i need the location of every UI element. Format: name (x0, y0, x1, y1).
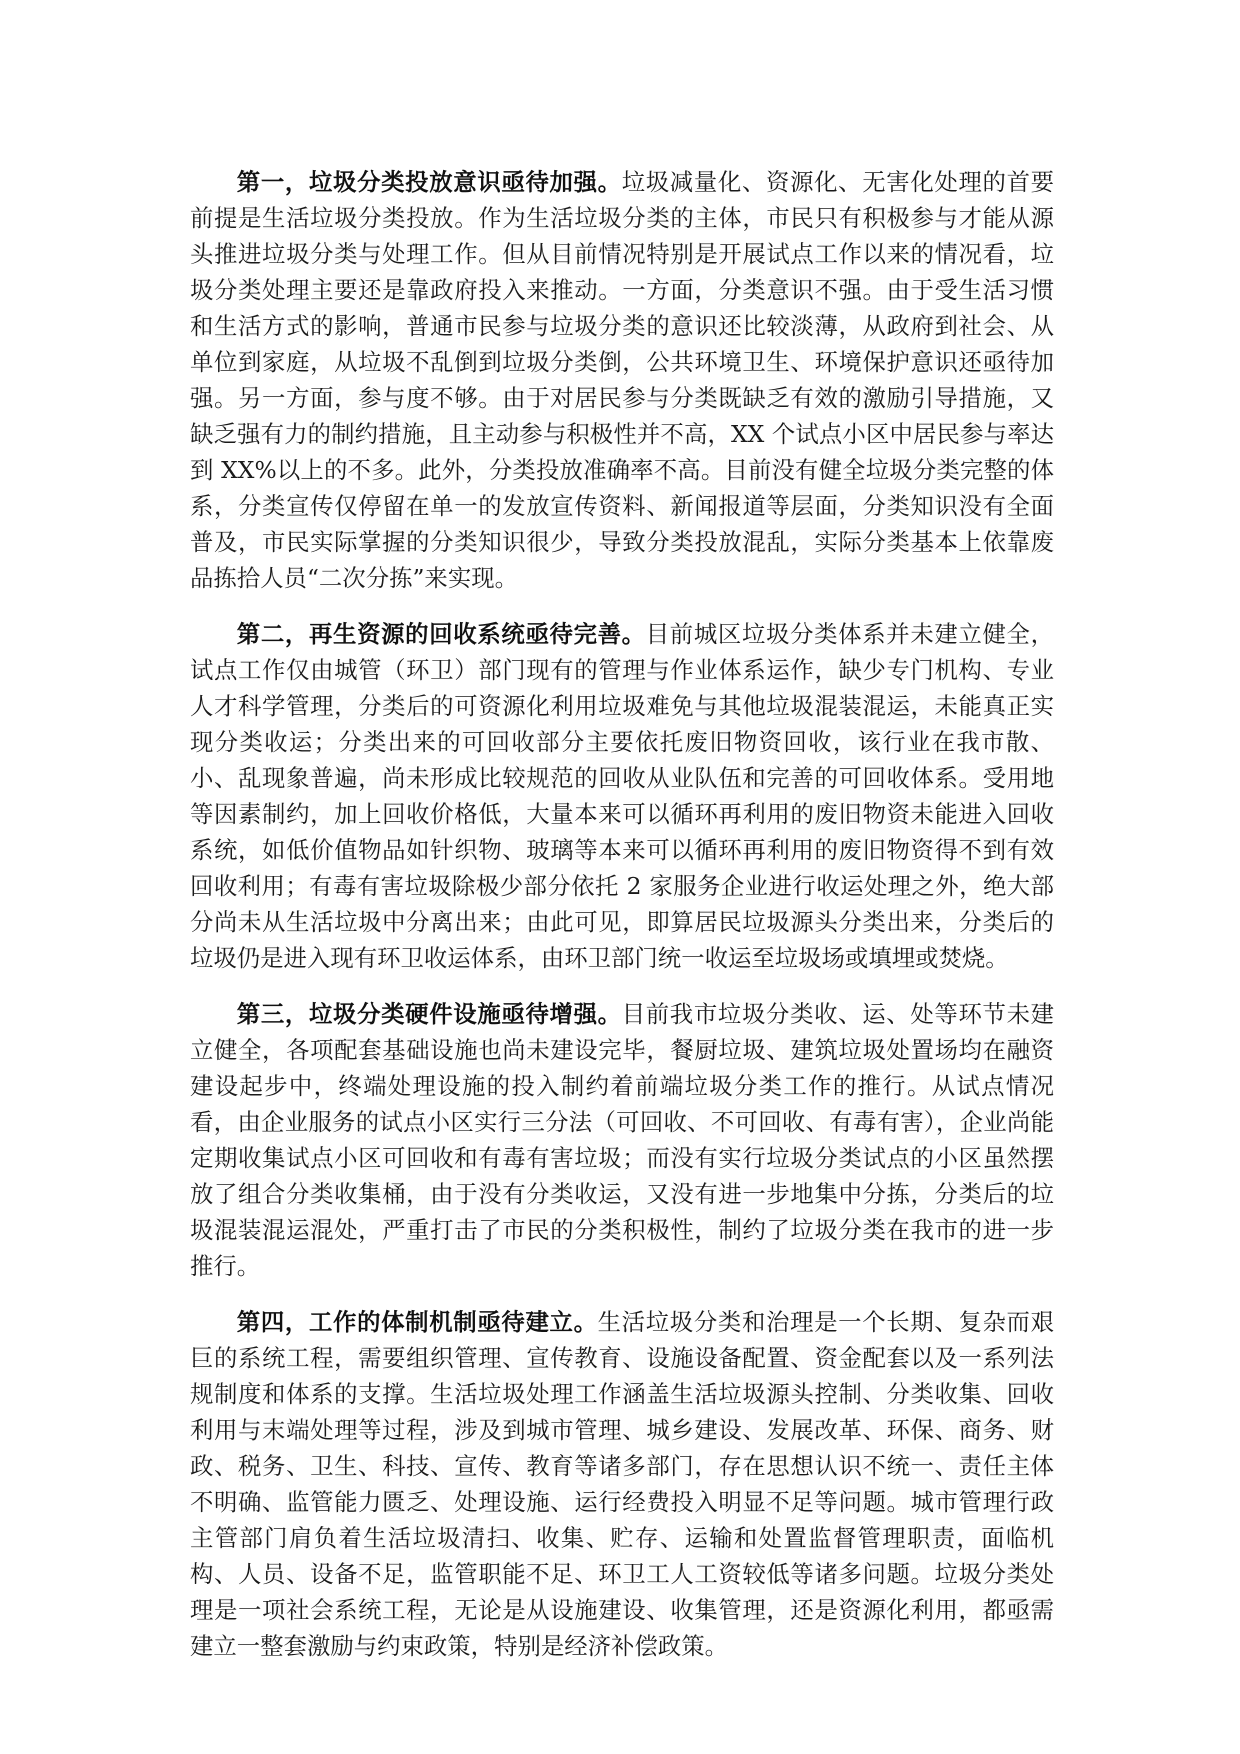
paragraph-1 (190, 164, 1054, 596)
paragraph-3-lead: 第三，垃圾分类硬件设施亟待增强。 (236, 1000, 622, 1028)
paragraph-1-body: 垃圾减量化、资源化、无害化处理的首要前提是生活垃圾分类投放。作为生活垃圾分类的主体，市民只有积极参与才能从源头推进垃圾分类与处理工作。但从目前情况特别是开展试点工作以来的情况看，垃圾分类处理主要还是靠政府投入来推动。一方面，分类意识不强。由于受生活习惯和生活方式的影响，普通市民参与垃圾分类的意识还比较淡薄，从政府到社会、从单位到家庭，从垃圾不乱倒到垃圾分类倒，公共环境卫生、环境保护意识还亟待加强。另一方面，参与度不够。由于对居民参与分类既缺乏有效的激励引导措施，又缺乏强有力的制约措施，且主动参与积极性并不高，XX 个试点小区中居民参与率达到 XX%以上的不多。此外，分类投放准确率不高。目前没有健全垃圾分类完整的体系，分类宣传仅停留在单一的发放宣传资料、新闻报道等层面，分类知识没有全面普及，市民实际掌握的分类知识很少，导致分类投放混乱，实际分类基本上依靠废品拣拾人员“二次分拣”来实现。 (190, 168, 1055, 592)
paragraph-3-body: 目前我市垃圾分类收、运、处等环节未建立健全，各项配套基础设施也尚未建设完毕，餐厨垃圾、建筑垃圾处置场均在融资建设起步中，终端处理设施的投入制约着前端垃圾分类工作的推行。从试点情况看，由企业服务的试点小区实行三分法（可回收、不可回收、有毒有害），企业尚能定期收集试点小区可回收和有毒有害垃圾；而没有实行垃圾分类试点的小区虽然摆放了组合分类收集桶，由于没有分类收运，又没有进一步地集中分拣，分类后的垃圾混装混运混处，严重打击了市民的分类积极性，制约了垃圾分类在我市的进一步推行。 (190, 1000, 1055, 1280)
paragraph-4-lead: 第四，工作的体制机制亟待建立。 (236, 1308, 598, 1336)
paragraph-4 (190, 1304, 1054, 1664)
paragraph-4-body: 生活垃圾分类和治理是一个长期、复杂而艰巨的系统工程，需要组织管理、宣传教育、设施设备配置、资金配套以及一系列法规制度和体系的支撑。生活垃圾处理工作涵盖生活垃圾源头控制、分类收集、回收利用与末端处理等过程，涉及到城市管理、城乡建设、发展改革、环保、商务、财政、税务、卫生、科技、宣传、教育等诸多部门，存在思想认识不统一、责任主体不明确、监管能力匮乏、处理设施、运行经费投入明显不足等问题。城市管理行政主管部门肩负着生活垃圾清扫、收集、贮存、运输和处置监督管理职责，面临机构、人员、设备不足，监管职能不足、环卫工人工资较低等诸多问题。垃圾分类处理是一项社会系统工程，无论是从设施建设、收集管理，还是资源化利用，都亟需建立一整套激励与约束政策，特别是经济补偿政策。 (190, 1308, 1055, 1660)
paragraph-2-lead: 第二，再生资源的回收系统亟待完善。 (236, 620, 646, 648)
document-body (190, 164, 1054, 1684)
paragraph-1-lead: 第一，垃圾分类投放意识亟待加强。 (236, 168, 622, 196)
paragraph-3 (190, 996, 1054, 1284)
paragraph-2 (190, 616, 1054, 976)
paragraph-2-body: 目前城区垃圾分类体系并未建立健全，试点工作仅由城管（环卫）部门现有的管理与作业体系运作，缺少专门机构、专业人才科学管理，分类后的可资源化利用垃圾难免与其他垃圾混装混运，未能真正实现分类收运；分类出来的可回收部分主要依托废旧物资回收，该行业在我市散、小、乱现象普遍，尚未形成比较规范的回收从业队伍和完善的可回收体系。受用地等因素制约，加上回收价格低，大量本来可以循环再利用的废旧物资未能进入回收系统，如低价值物品如针织物、玻璃等本来可以循环再利用的废旧物资得不到有效回收利用；有毒有害垃圾除极少部分依托 2 家服务企业进行收运处理之外，绝大部分尚未从生活垃圾中分离出来；由此可见，即算居民垃圾源头分类出来，分类后的垃圾仍是进入现有环卫收运体系，由环卫部门统一收运至垃圾场或填埋或焚烧。 (190, 620, 1055, 972)
